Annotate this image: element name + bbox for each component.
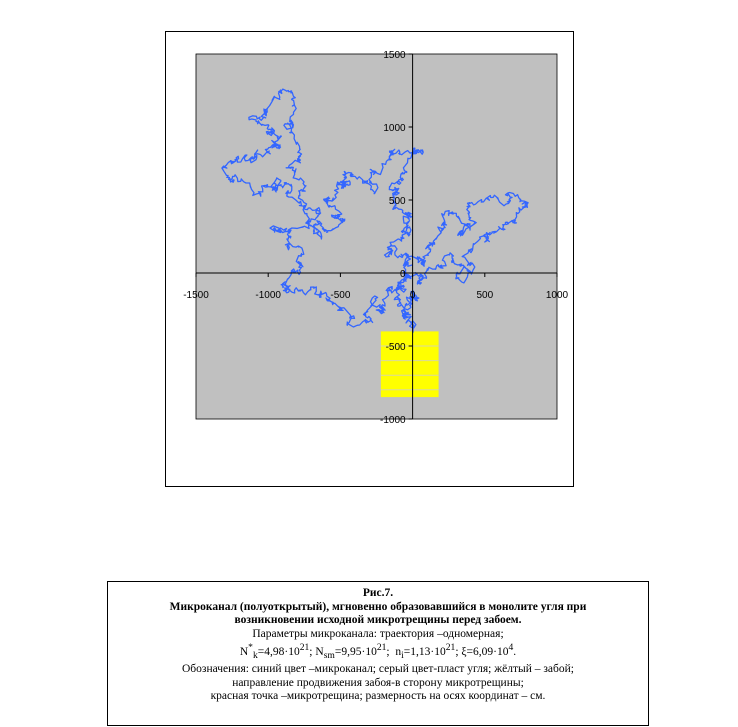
formula-nsm-sub: sm <box>323 650 335 662</box>
plot-area <box>196 54 557 419</box>
x-tick-label: -500 <box>330 290 351 301</box>
formula-n-sub: k <box>252 650 258 662</box>
y-tick-label: -500 <box>385 342 406 353</box>
caption-title-line2: возникновении исходной микротрещины перед забоем. <box>234 614 522 627</box>
figure-number: Рис.7. <box>362 587 394 599</box>
caption-legend-line1: Обозначения: синий цвет –микроканал; серый цвет-пласт угля; жёлтый – забой; <box>182 663 574 676</box>
formula-n-symbol: N <box>239 646 249 659</box>
caption-formula-line <box>108 641 648 663</box>
formula-ni-sub: i <box>401 650 404 662</box>
caption-legend-line2: направление продвижения забоя-в сторону микротрещины; <box>232 676 524 689</box>
chart-svg <box>166 32 573 486</box>
x-tick-label: -1500 <box>183 290 209 301</box>
formula-ni-exp: 21 <box>445 642 456 654</box>
formula-ni-symbol: n <box>395 646 402 659</box>
formula-xi-exp: 4 <box>508 642 514 654</box>
formula-nsm-exp: 21 <box>376 642 387 654</box>
y-tick-label: 0 <box>400 269 406 280</box>
formula-end: . <box>513 646 517 659</box>
caption-legend-line3: красная точка –микротрещина; размерность на осях координат – см. <box>210 690 546 703</box>
x-tick-label: -1000 <box>255 290 281 301</box>
y-tick-label: 500 <box>388 196 406 207</box>
chart-frame <box>165 31 574 487</box>
formula-n-exp: 21 <box>299 642 310 654</box>
figure-caption <box>107 581 649 726</box>
y-tick-label: -1000 <box>380 415 406 426</box>
caption-title-line1: Микроканал (полуоткрытый), мгновенно образовавшийся в монолите угля при <box>169 600 587 613</box>
formula-xi: ; ξ=6,09·10 <box>455 646 509 659</box>
y-tick-label: 1500 <box>383 50 406 61</box>
x-tick-label: 500 <box>476 290 494 301</box>
y-tick-label: 1000 <box>383 123 406 134</box>
formula-sep-2: ; <box>386 646 396 659</box>
formula-nsm-symbol: N <box>315 646 324 659</box>
formula-sep-1: ; <box>309 646 316 659</box>
formula-nsm-value: =9,95·10 <box>334 646 377 659</box>
x-tick-label: 0 <box>409 290 416 301</box>
formula-n-sup: * <box>248 642 253 654</box>
formula-n-value: =4,98·10 <box>257 646 300 659</box>
formula-ni-value: =1,13·10 <box>403 646 446 659</box>
x-tick-label: 1000 <box>545 290 569 301</box>
caption-params-line: Параметры микроканала: траектория –одномерная; <box>252 627 504 640</box>
